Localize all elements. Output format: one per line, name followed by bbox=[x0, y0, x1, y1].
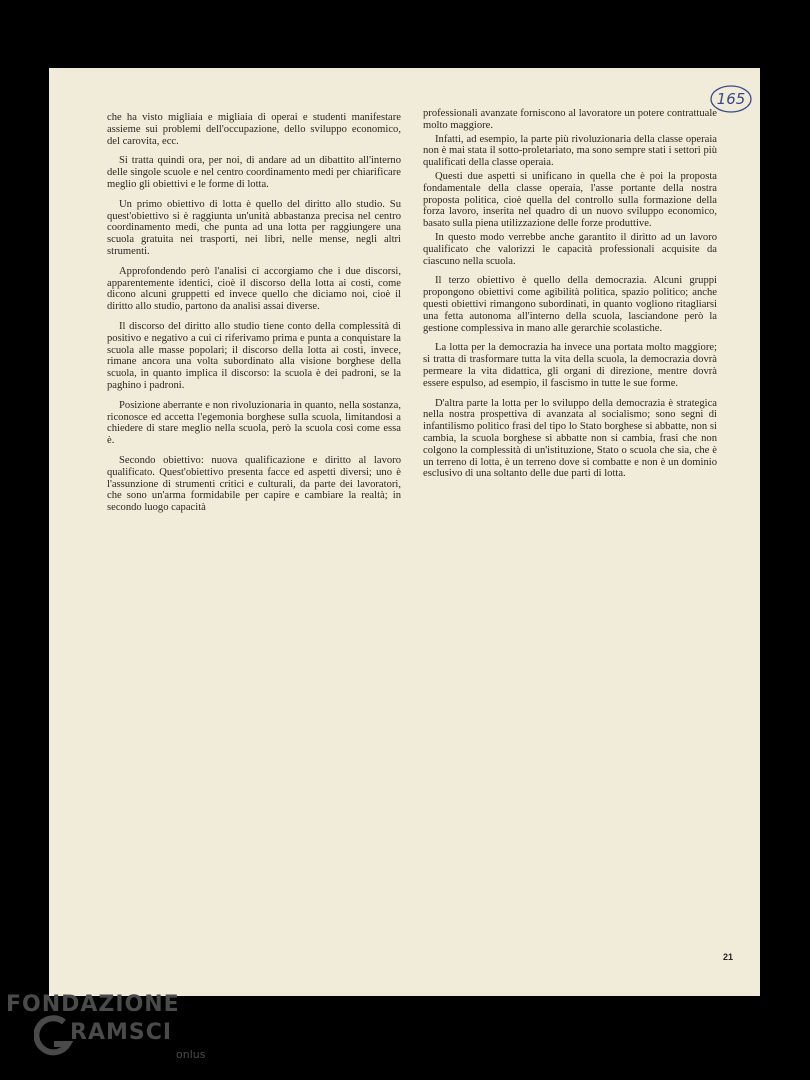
left-paragraph: Approfondendo però l'analisi ci accorgiamo che i due discorsi, apparentemente identici, cioè il discorso della lotta ai costi, come dicono alcuni gruppetti ed invece quello che diciamo noi, cioè il diritto allo studio, partono da analisi assai diverse. bbox=[107, 265, 401, 313]
watermark-line2: RAMSCI bbox=[70, 1020, 173, 1045]
right-paragraph: professionali avanzate forniscono al lavoratore un potere contrattuale molto maggiore. bbox=[423, 108, 717, 131]
right-paragraph: Infatti, ad esempio, la parte più rivoluzionaria della classe operaia non è mai stata il sotto-proletariato, ma sono sempre stati i settori più qualificati della classe operaia. bbox=[423, 133, 717, 169]
left-paragraph: Posizione aberrante e non rivoluzionaria in quanto, nella sostanza, riconosce ed accetta l'egemonia borghese sulla scuola, limitandosi a chiedere di stare meglio nella scuola, però la scuola così come essa è. bbox=[107, 399, 401, 447]
right-paragraph: La lotta per la democrazia ha invece una portata molto maggiore; si tratta di trasformare tutta la vita della scuola, la democrazia dovrà permeare la vita didattica, gli organi di direzione, mentre dovrà essere espulso, ad esempio, il fascismo in tutte le sue forme. bbox=[423, 342, 717, 389]
left-column bbox=[107, 112, 401, 522]
page-number: 21 bbox=[722, 952, 733, 962]
right-paragraph: D'altra parte la lotta per lo sviluppo della democrazia è strategica nella nostra prospettiva di avanzata al socialismo; sono segni di infantilismo politico frasi del tipo lo Stato borghese si abbatte, non si cambia, la scuola borghese si abbatte non si cambia, frasi che non colgono la complessità di un'istituzione, Stato o scuola che sia, che è un terreno di lotta, è un terreno dove si combatte e non è un dominio esclusivo di una soltanto delle due parti di lotta. bbox=[423, 397, 717, 480]
right-paragraph: In questo modo verrebbe anche garantito il diritto ad un lavoro qualificato che valorizzi le capacità professionali acquisite da ciascuno nella scuola. bbox=[423, 231, 717, 267]
left-paragraph: Secondo obiettivo: nuova qualificazione e diritto al lavoro qualificato. Quest'obiettivo presenta facce ed aspetti diversi; uno è l'assunzione di strumenti critici e culturali, da parte dei lavoratori, che sono un'arma formidabile per capire e cambiare la realtà; in secondo luogo capacità bbox=[107, 454, 401, 514]
watermark-logo bbox=[6, 992, 206, 1072]
left-paragraph: Si tratta quindi ora, per noi, di andare ad un dibattito all'interno delle singole scuole e nel centro coordinamento medi per chiarificare meglio gli obiettivi e le forme di lotta. bbox=[107, 155, 401, 190]
left-paragraph: Il discorso del diritto allo studio tiene conto della complessità di positivo e negativo a cui ci riferivamo prima e punta a conquistare la scuola alle masse popolari; il discorso della lotta ai costi, invece, rimane ancora una volta subordinato alla visione borghese della scuola, in quanto implica il discorso: la scuola è dei padroni, se la paghino i padroni. bbox=[107, 320, 401, 391]
left-paragraph: Un primo obiettivo di lotta è quello del diritto allo studio. Su quest'obiettivo si è raggiunta un'unità abbastanza precisa nel centro coordinamento medi, che punta ad una lotta per raggiungere una scuola gratuita nei trasporti, nei libri, nelle mense, negli altri strumenti. bbox=[107, 198, 401, 257]
handwritten-number-text: 165 bbox=[716, 90, 746, 108]
document-page bbox=[49, 68, 760, 996]
watermark-line3: onlus bbox=[176, 1048, 206, 1061]
watermark-line1: FONDAZIONE bbox=[6, 992, 180, 1017]
left-paragraph: che ha visto migliaia e migliaia di operai e studenti manifestare assieme sui problemi dell'occupazione, dello sviluppo economico, del carovita, ecc. bbox=[107, 112, 401, 147]
right-paragraph: Questi due aspetti si unificano in quella che è poi la proposta fondamentale della classe operaia, l'asse portante della nostra proposta politica, cioè quella del controllo sulla formazione della forza lavoro, inserita nel quadro di un nuovo sviluppo economico, basato sulla piena utilizzazione delle forze produttive. bbox=[423, 170, 717, 230]
right-paragraph: Il terzo obiettivo è quello della democrazia. Alcuni gruppi propongono obiettivi come agibilità politica, spazio politico; anche questi obiettivi rimangono subordinati, in quanto vogliono ritagliarsi una fetta autonoma all'interno della scuola, lasciandone però la gestione complessiva in mano alle gerarchie scolastiche. bbox=[423, 275, 717, 334]
right-column bbox=[423, 108, 717, 488]
g-mark-icon bbox=[34, 1014, 74, 1064]
